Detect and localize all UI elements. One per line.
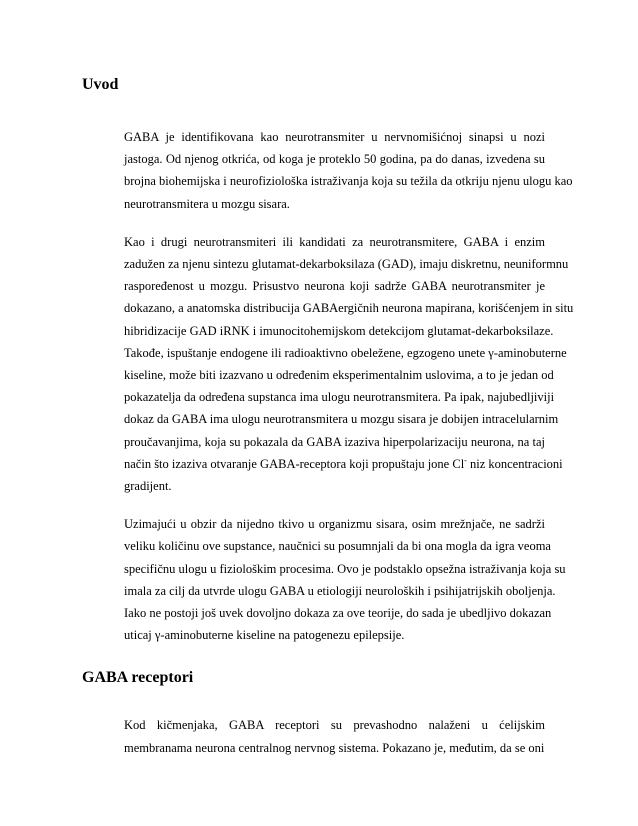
text-line: jastoga. Od njenog otkrića, od koga je proteklo 50 godina, pa do danas, izvedena su [124,152,545,167]
text-line-ion [82,453,563,475]
text-line: Uzimajući u obzir da nijedno tkivo u organizmu sisara, osim mrežnjače, ne sadrži [124,517,545,532]
text-line: zadužen za njenu sintezu glutamat-dekarboksilaza (GAD), imaju diskretnu, neuniformnu [124,257,569,272]
section-heading-gaba-receptori: GABA receptori [82,669,194,687]
text-line: kiseline, može biti izazvano u određenim eksperimentalnim uslovima, a to je jedan od [124,368,554,383]
text-line: membranama neurona centralnog nervnog sistema. Pokazano je, međutim, da se oni [124,740,545,755]
text-line: Kod kičmenjaka, GABA receptori su prevashodno nalaženi u ćelijskim [124,718,545,733]
text-fragment: niz koncentracioni [466,456,563,471]
text-line: dokazano, a anatomska distribucija GABAergičnih neurona mapirana, korišćenjem in situ [124,301,574,316]
paragraph-3 [82,513,566,646]
text-line: raspoređenost u mozgu. Prisustvo neurona koji sadrže GABA neurotransmiter je [124,279,545,294]
text-line: Iako ne postoji još uvek dovoljno dokaza za ove teorije, do sada je ubedljivo dokazan [124,606,552,621]
text-line: pokazatelja da određena supstanca ima ulogu neurotransmitera. Pa ipak, najubedljiviji [124,390,555,405]
text-line: proučavanjima, koja su pokazala da GABA izaziva hiperpolarizaciju neurona, na taj [124,434,545,449]
text-line: gradijent. [124,479,172,494]
text-line: neurotransmitera u mozgu sisara. [124,196,290,211]
text-line: Kao i drugi neurotransmiteri ili kandidati za neurotransmitere, GABA i enzim [124,234,545,249]
text-line: Takođe, ispuštanje endogene ili radioaktivno obeležene, egzogeno unete γ-aminobuterne [124,345,567,360]
section-heading-uvod: Uvod [82,76,119,93]
ion-charge: - [464,455,467,465]
text-line: specifičnu ulogu u fiziološkim procesima. Ovo je podstaklo opsežna istraživanja koja su [124,561,566,576]
text-line: uticaj γ-aminobuterne kiseline na patogenezu epilepsije. [124,628,405,643]
text-line: hibridizacije GAD iRNK i imunocitohemijskom detekcijom glutamat-dekarboksilaze. [124,323,554,338]
text-line: brojna biohemijska i neurofiziološka istraživanja koja su težila da otkriju njenu ulogu kao [124,174,573,189]
paragraph-1 [82,126,573,215]
text-line: imala za cilj da utvrde ulogu GABA u etiologiji neuroloških i psihijatrijskih oboljenja. [124,583,556,598]
text-line: veliku količinu ove supstance, naučnici su posumnjali da bi ona mogla da igra veoma [124,539,551,554]
text-line: GABA je identifikovana kao neurotransmiter u nervnomišićnoj sinapsi u nozi [124,130,545,144]
text-line: dokaz da GABA ima ulogu neurotransmitera u mozgu sisara je dobijen intracelularnim [124,412,559,427]
paragraph-4 [82,714,545,758]
paragraph-2 [82,231,574,497]
text-fragment: način što izaziva otvaranje GABA-receptora koji propuštaju jone Cl [124,456,465,471]
